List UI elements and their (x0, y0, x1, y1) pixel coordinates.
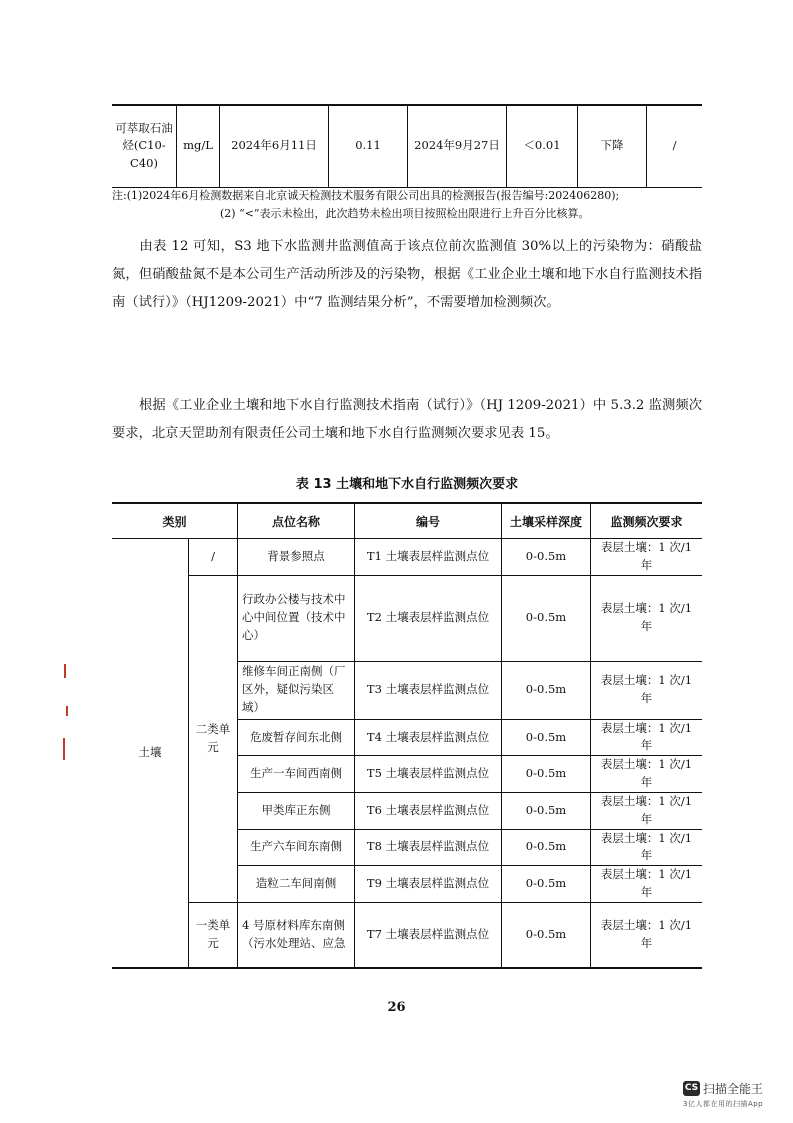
table-header-row (112, 503, 702, 539)
frequency-cell: 表层土壤：1 次/1 年 (591, 866, 703, 903)
unit-cell: mg/L (177, 105, 220, 187)
depth-cell: 0-0.5m (502, 539, 591, 576)
remark-cell: / (647, 105, 703, 187)
point-name-cell: 背景参照点 (238, 539, 355, 576)
table-row (112, 902, 702, 968)
point-name-cell: 维修车间正南侧（厂区外，疑似污染区域） (238, 661, 355, 719)
scanner-name: 扫描全能王 (703, 1082, 764, 1096)
code-cell: T2 土壤表层样监测点位 (355, 575, 502, 661)
table-note-2: (2) “<”表示未检出，此次趋势未检出项目按照检出限进行上升百分比核算。 (220, 207, 590, 220)
frequency-cell: 表层土壤：1 次/1 年 (591, 829, 703, 866)
previous-value-cell: 0.11 (329, 105, 408, 187)
depth-cell: 0-0.5m (502, 792, 591, 829)
point-name-cell: 行政办公楼与技术中心中间位置（技术中心） (238, 575, 355, 661)
frequency-cell: 表层土壤：1 次/1 年 (591, 902, 703, 968)
scan-mark (63, 738, 65, 760)
scanner-logo-icon: CS (683, 1081, 700, 1096)
point-name-cell: 生产一车间西南侧 (238, 756, 355, 793)
frequency-cell: 表层土壤：1 次/1 年 (591, 792, 703, 829)
item-cell: 可萃取石油烃(C10-C40) (112, 105, 177, 187)
table-title: 表 13 土壤和地下水自行监测频次要求 (295, 477, 519, 492)
header-frequency: 监测频次要求 (591, 503, 703, 539)
code-cell: T7 土壤表层样监测点位 (355, 902, 502, 968)
category-cell: 土壤 (112, 539, 189, 969)
code-cell: T6 土壤表层样监测点位 (355, 792, 502, 829)
group-cell: 二类单元 (189, 575, 238, 902)
paragraph-1-text: 由表 12 可知，S3 地下水监测井监测值高于该点位前次监测值 30%以上的污染物为：硝酸盐氮，但硝酸盐氮不是本公司生产活动所涉及的污染物，根据《工业企业土壤和地下水自行监测技术指南（试行）》（HJ1209-2021）中“7 监测结果分析”，不需要增加检测频次。 (112, 239, 702, 310)
point-name-cell: 生产六车间东南侧 (238, 829, 355, 866)
depth-cell: 0-0.5m (502, 719, 591, 756)
table-row (112, 105, 702, 187)
header-point-name: 点位名称 (238, 503, 355, 539)
code-cell: T3 土壤表层样监测点位 (355, 661, 502, 719)
scanner-slogan: 3亿人都在用的扫描App (683, 1100, 764, 1108)
point-name-cell: 甲类库正东侧 (238, 792, 355, 829)
header-category: 类别 (112, 503, 238, 539)
code-cell: T1 土壤表层样监测点位 (355, 539, 502, 576)
previous-date-cell: 2024年6月11日 (220, 105, 329, 187)
page-number: 26 (387, 1000, 406, 1015)
frequency-cell: 表层土壤：1 次/1 年 (591, 575, 703, 661)
current-date-cell: 2024年9月27日 (408, 105, 507, 187)
previous-results-table (112, 104, 702, 188)
code-cell: T4 土壤表层样监测点位 (355, 719, 502, 756)
code-cell: T8 土壤表层样监测点位 (355, 829, 502, 866)
depth-cell: 0-0.5m (502, 575, 591, 661)
table-row (112, 575, 702, 661)
code-cell: T5 土壤表层样监测点位 (355, 756, 502, 793)
frequency-cell: 表层土壤：1 次/1 年 (591, 756, 703, 793)
code-cell: T9 土壤表层样监测点位 (355, 866, 502, 903)
current-value-cell: ＜0.01 (507, 105, 578, 187)
frequency-cell: 表层土壤：1 次/1 年 (591, 539, 703, 576)
point-name-cell: 4 号原材料库东南侧（污水处理站、应急 (238, 902, 355, 968)
point-name-cell: 造粒二车间南侧 (238, 866, 355, 903)
depth-cell: 0-0.5m (502, 756, 591, 793)
frequency-cell: 表层土壤：1 次/1 年 (591, 719, 703, 756)
table-note-1: 注:(1)2024年6月检测数据来自北京诚天检测技术服务有限公司出具的检测报告(报告编号:202406280); (112, 189, 620, 202)
depth-cell: 0-0.5m (502, 902, 591, 968)
trend-cell: 下降 (578, 105, 647, 187)
depth-cell: 0-0.5m (502, 661, 591, 719)
group-cell: / (189, 539, 238, 576)
paragraph-2-text: 根据《工业企业土壤和地下水自行监测技术指南（试行）》（HJ 1209-2021）中 5.3.2 监测频次要求，北京天罡助剂有限责任公司土壤和地下水自行监测频次要求见表 15。 (112, 398, 702, 441)
point-name-cell: 危废暂存间东北侧 (238, 719, 355, 756)
scanner-watermark (683, 1078, 787, 1109)
group-cell: 一类单元 (189, 902, 238, 968)
monitoring-frequency-table (112, 502, 702, 969)
paragraph-1 (112, 233, 702, 317)
depth-cell: 0-0.5m (502, 866, 591, 903)
table-row (112, 539, 702, 576)
paragraph-2 (112, 392, 702, 448)
frequency-cell: 表层土壤：1 次/1 年 (591, 661, 703, 719)
header-code: 编号 (355, 503, 502, 539)
scan-mark (66, 706, 68, 716)
depth-cell: 0-0.5m (502, 829, 591, 866)
header-depth: 土壤采样深度 (502, 503, 591, 539)
scan-mark (64, 664, 66, 678)
